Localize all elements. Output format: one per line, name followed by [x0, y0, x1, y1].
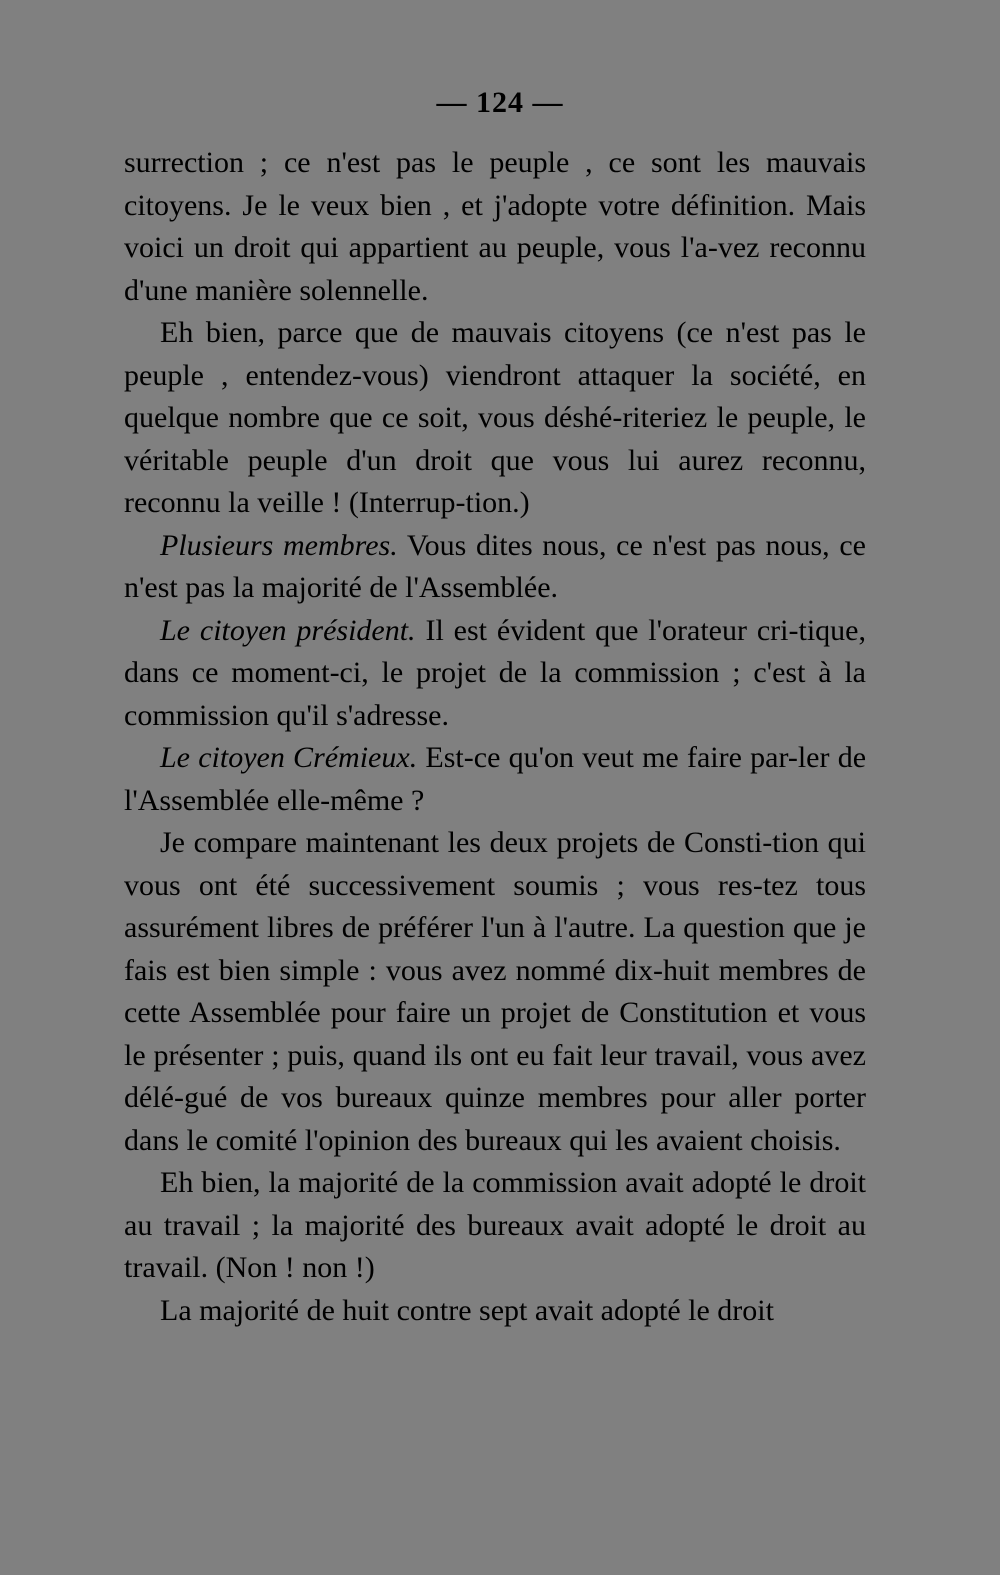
page-number: — 124 — — [436, 86, 564, 119]
paragraph — [124, 737, 866, 822]
paragraph-text: Il est évident que l'orateur cri-tique, dans ce moment-ci, le projet de la commission ; c'est à la commission qu'il s'adresse. — [124, 613, 866, 732]
paragraph — [124, 142, 866, 312]
page-body — [124, 142, 866, 1332]
paragraph — [124, 525, 866, 610]
speaker-name: Le citoyen Crémieux. — [160, 741, 418, 774]
paragraph — [124, 312, 866, 525]
paragraph-text: Eh bien, la majorité de la commission avait adopté le droit au travail ; la majorité des bureaux avait adopté le droit au travail. (Non ! non !) — [124, 1166, 866, 1284]
speaker-name: Le citoyen président. — [160, 613, 416, 647]
paragraph-text: Est-ce qu'on veut me faire par-ler de l'Assemblée elle-même ? — [124, 741, 867, 817]
paragraph — [124, 822, 866, 1162]
paragraph-text: Vous dites nous, ce n'est pas nous, ce n'est pas la majorité de l'Assemblée. — [124, 528, 866, 604]
paragraph-text: Eh bien, parce que de mauvais citoyens (ce n'est pas le peuple , entendez-vous) viendront attaquer la société, en quelque nombre que ce soit, vous déshé-riteriez le peuple, le véritable peuple d'un droit que vous lui aurez reconnu, reconnu la veille ! (Interrup-tion.) — [124, 316, 866, 519]
speaker-name: Plusieurs membres. — [160, 528, 398, 562]
paragraph — [124, 1290, 866, 1333]
paragraph-text: Je compare maintenant les deux projets de Consti-tion qui vous ont été successivement soumis ; vous res-tez tous assurément libres de préférer l'un à l'autre. La question que je fais est bien simple : vous avez nommé dix-huit membres de cette Assemblée pour faire un projet de Constitution et vous le présenter ; puis, quand ils ont eu fait leur travail, vous avez délé-gué de vos bureaux quinze membres pour aller porter dans le comité l'opinion des bureaux qui les avaient choisis. — [124, 826, 866, 1157]
paragraph — [124, 610, 866, 738]
paragraph-text: surrection ; ce n'est pas le peuple , ce sont les mauvais citoyens. Je le veux bien , et j'adopte votre définition. Mais voici un droit qui appartient au peuple, vous l'a-vez reconnu d'une manière solennelle. — [124, 146, 866, 307]
paragraph — [124, 1162, 866, 1290]
paragraph-text: La majorité de huit contre sept avait adopté le droit — [160, 1293, 774, 1327]
